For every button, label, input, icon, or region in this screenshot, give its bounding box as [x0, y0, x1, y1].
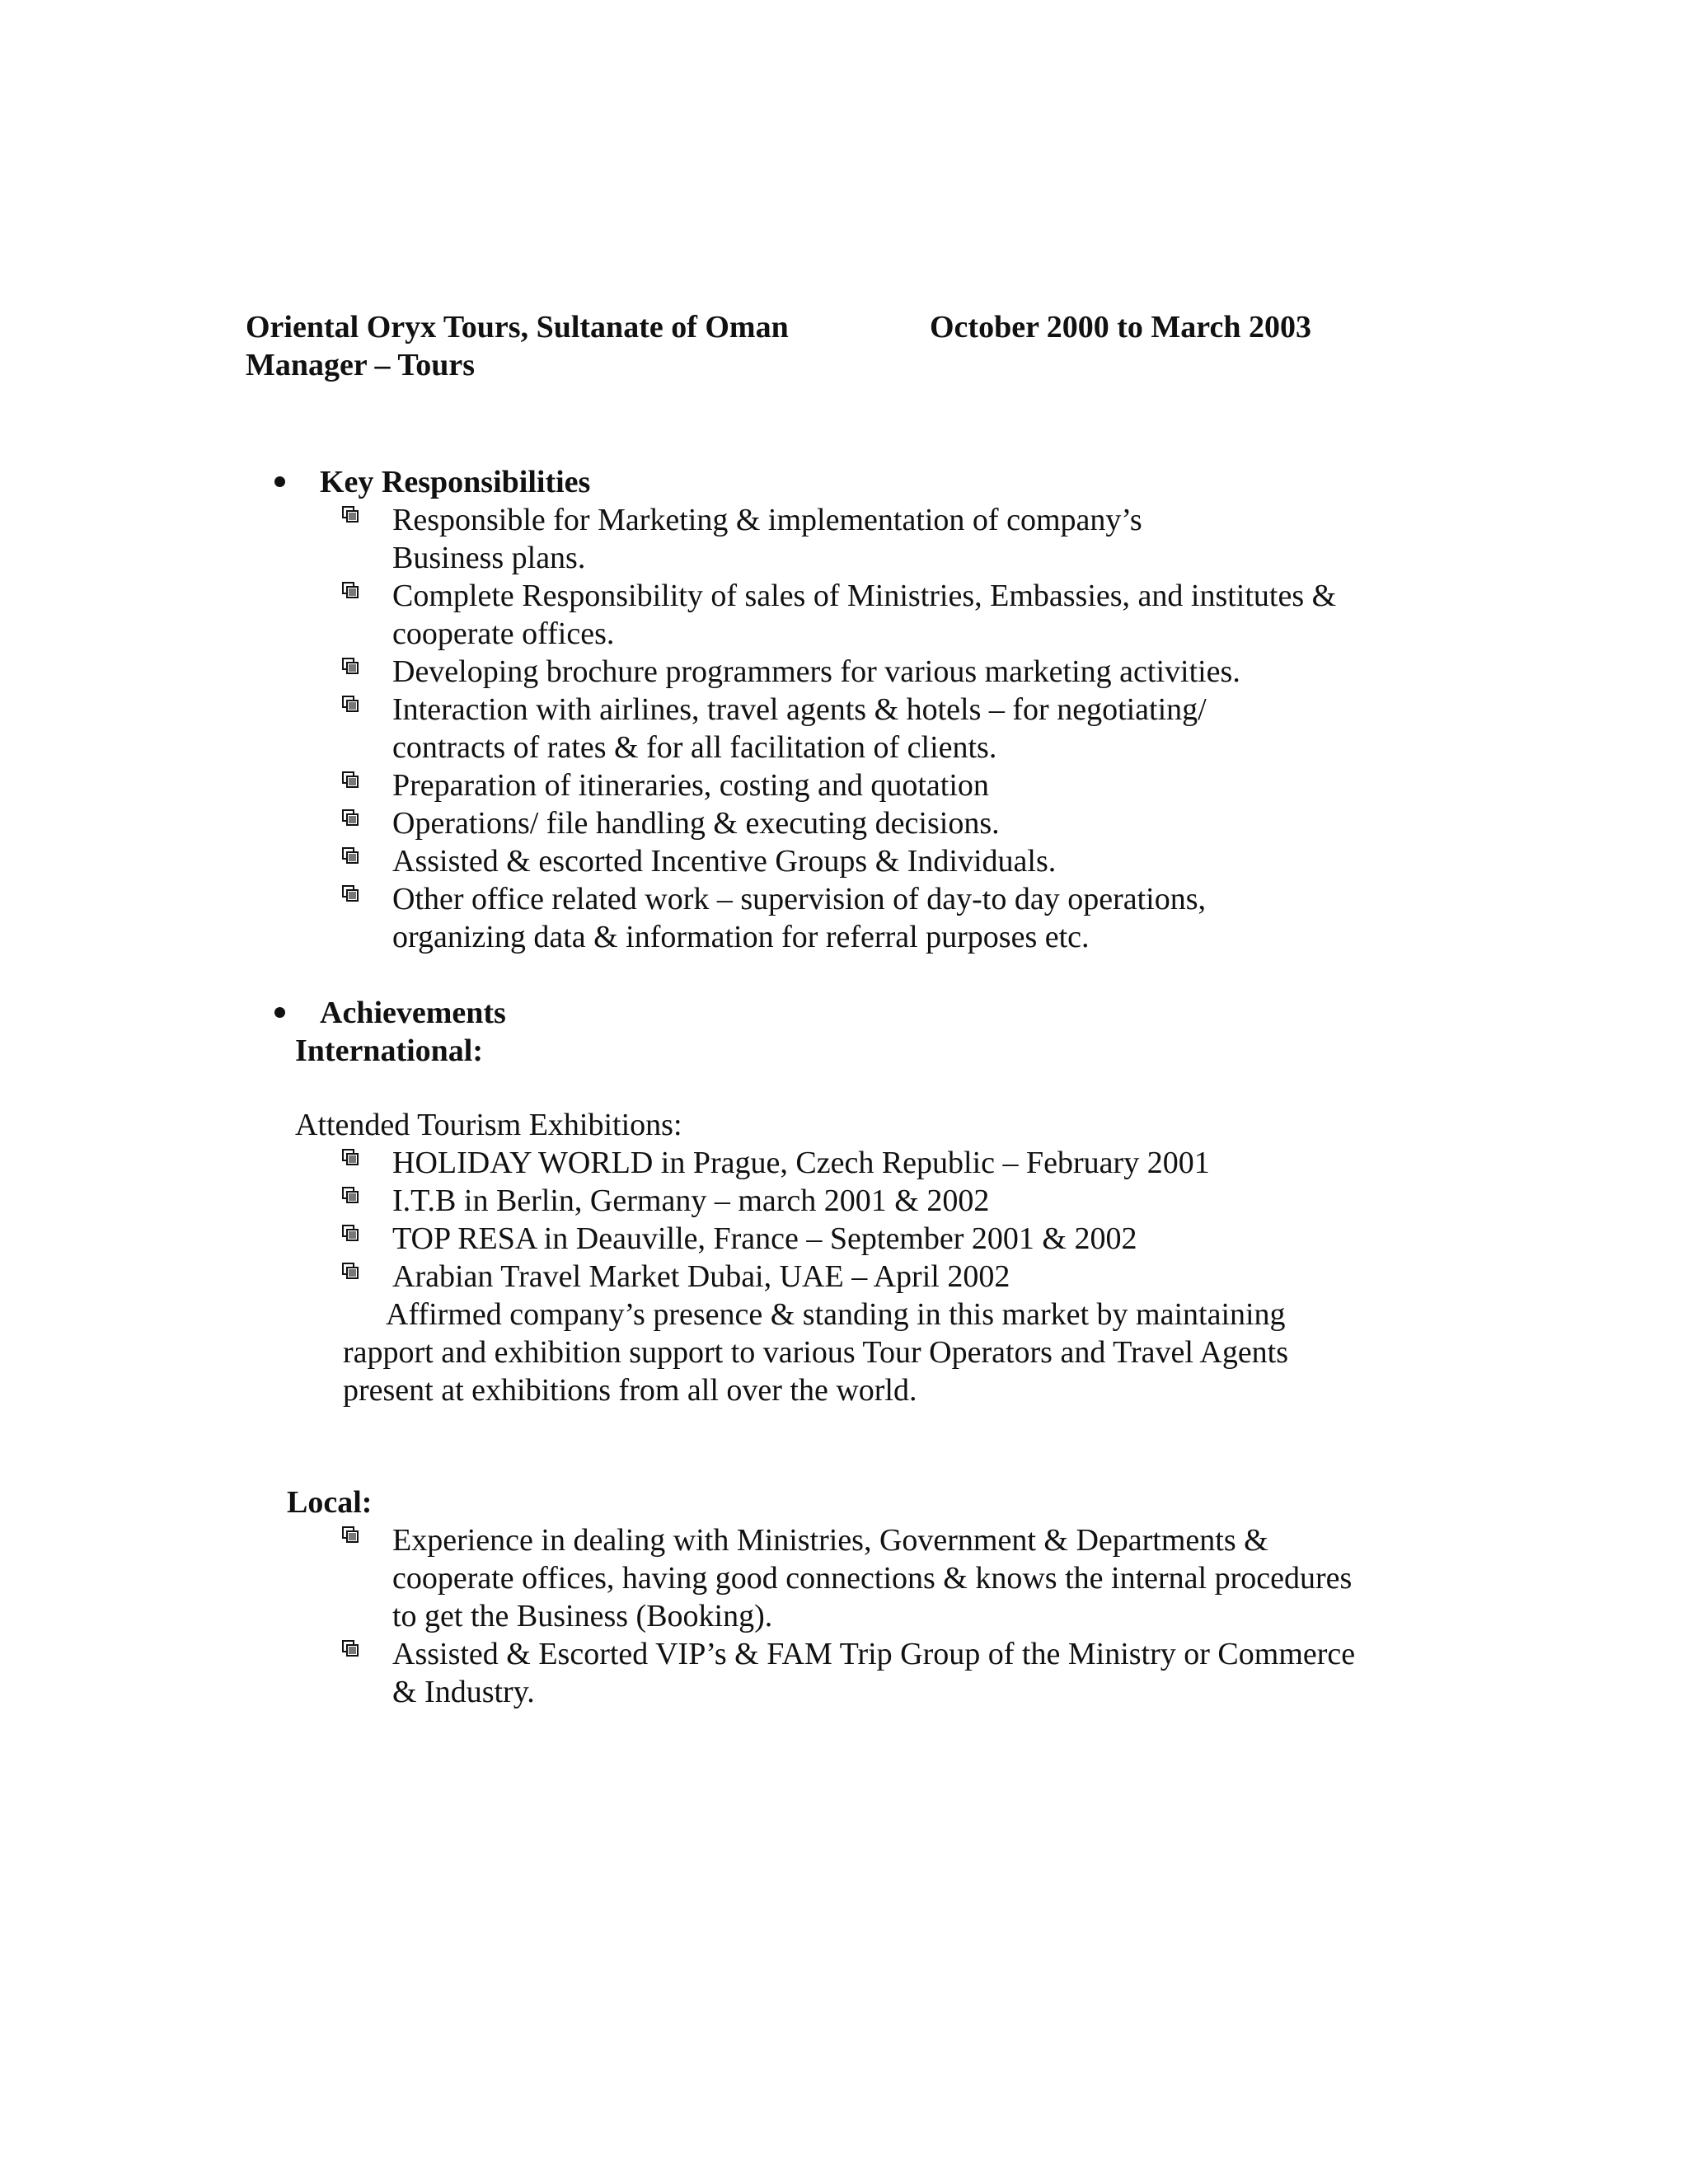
- list-item: Arabian Travel Market Dubai, UAE – April 2002: [392, 1259, 1010, 1294]
- list-bullet-icon: [342, 1263, 359, 1279]
- subheading-local: Local:: [287, 1485, 373, 1520]
- list-item: Developing brochure programmers for various marketing activities.: [392, 654, 1240, 689]
- list-item-continuation: to get the Business (Booking).: [392, 1599, 773, 1633]
- employment-dates: October 2000 to March 2003: [930, 310, 1311, 344]
- list-bullet-icon: [342, 771, 359, 788]
- list-item: Experience in dealing with Ministries, Government & Departments &: [392, 1523, 1268, 1558]
- list-bullet-icon: [342, 1187, 359, 1203]
- list-bullet-icon: [342, 582, 359, 598]
- list-bullet-icon: [342, 1149, 359, 1165]
- summary-line: present at exhibitions from all over the world.: [343, 1373, 917, 1408]
- subheading-international: International:: [295, 1033, 483, 1068]
- list-item: Assisted & escorted Incentive Groups & Individuals.: [392, 844, 1057, 879]
- list-bullet-icon: [342, 696, 359, 712]
- list-item: Interaction with airlines, travel agents & hotels – for negotiating/: [392, 692, 1207, 727]
- list-bullet-icon: [342, 658, 359, 674]
- list-bullet-icon: [342, 1640, 359, 1657]
- job-title: Manager – Tours: [246, 348, 476, 382]
- list-bullet-icon: [342, 847, 359, 864]
- summary-line: rapport and exhibition support to various Tour Operators and Travel Agents: [343, 1335, 1289, 1370]
- list-item-continuation: Business plans.: [392, 541, 586, 575]
- list-item-continuation: cooperate offices.: [392, 616, 615, 651]
- list-item: Responsible for Marketing & implementation of company’s: [392, 503, 1142, 537]
- list-item: Assisted & Escorted VIP’s & FAM Trip Group of the Ministry or Commerce: [392, 1637, 1356, 1671]
- list-item: Operations/ file handling & executing decisions.: [392, 806, 1000, 841]
- summary-line: Affirmed company’s presence & standing in this market by maintaining: [386, 1297, 1286, 1332]
- list-item-continuation: organizing data & information for referral purposes etc.: [392, 920, 1090, 954]
- section-heading-achievements: Achievements: [320, 996, 506, 1030]
- list-bullet-icon: [342, 1225, 359, 1241]
- list-bullet-icon: [342, 885, 359, 902]
- exhibitions-intro: Attended Tourism Exhibitions:: [295, 1108, 682, 1142]
- section-heading-key-responsibilities: Key Responsibilities: [320, 465, 591, 499]
- list-item: Preparation of itineraries, costing and quotation: [392, 768, 989, 803]
- list-bullet-icon: [342, 1526, 359, 1543]
- list-item: Complete Responsibility of sales of Ministries, Embassies, and institutes &: [392, 579, 1337, 613]
- list-item-continuation: contracts of rates & for all facilitation of clients.: [392, 730, 997, 765]
- list-item-continuation: & Industry.: [392, 1675, 535, 1709]
- list-item: Other office related work – supervision of day-to day operations,: [392, 882, 1206, 916]
- list-item: I.T.B in Berlin, Germany – march 2001 & 2002: [392, 1183, 990, 1218]
- list-item: TOP RESA in Deauville, France – September 2001 & 2002: [392, 1221, 1137, 1256]
- list-item: HOLIDAY WORLD in Prague, Czech Republic – February 2001: [392, 1146, 1210, 1180]
- bullet-dot-icon: [274, 476, 285, 487]
- company-name: Oriental Oryx Tours, Sultanate of Oman: [246, 310, 789, 344]
- list-bullet-icon: [342, 809, 359, 826]
- list-item-continuation: cooperate offices, having good connections & knows the internal procedures: [392, 1561, 1353, 1596]
- bullet-dot-icon: [274, 1007, 285, 1018]
- list-bullet-icon: [342, 506, 359, 523]
